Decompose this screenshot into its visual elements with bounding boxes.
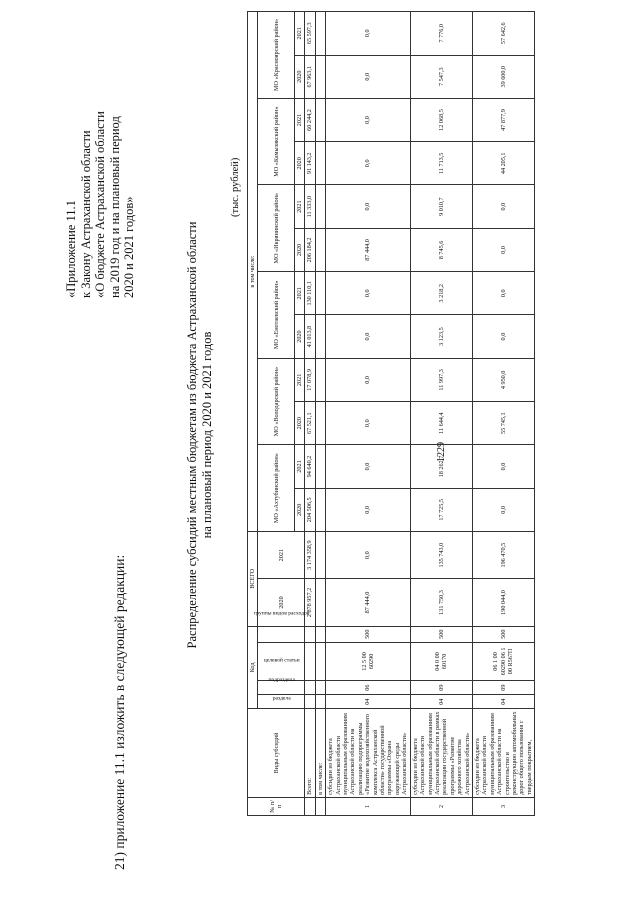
header-podrazdel: подраздела (258, 681, 305, 695)
table-cell: 3 218,2 (410, 272, 472, 315)
table-cell: 0,0 (326, 12, 410, 56)
table-cell: 04 (472, 695, 534, 709)
units-label: (тыс. рублей) (230, 157, 241, 217)
table-cell: 0,0 (326, 531, 410, 578)
table-cell: 04 (326, 695, 410, 709)
header-year: 2021 (295, 445, 305, 488)
header-year: 2021 (295, 185, 305, 228)
appendix-line: 2020 и 2021 годов» (122, 196, 137, 298)
table-cell: 0,0 (472, 185, 534, 228)
table-cell: 0,0 (326, 55, 410, 98)
table-cell: 0,0 (472, 228, 534, 271)
table-cell: 47 877,9 (472, 98, 534, 141)
appendix-heading (64, 111, 137, 298)
table-cell: 4 950,0 (472, 358, 534, 401)
table-cell: 11 333,0 (305, 185, 315, 228)
table-cell: 130 110,1 (305, 272, 315, 315)
table-cell: 2 878 957,2 (305, 579, 315, 626)
header-year: 2021 (258, 531, 305, 578)
table-cell: 11 644,4 (410, 402, 472, 445)
table-cell: 87 444,0 (326, 579, 410, 626)
table-cell: 65 597,3 (305, 12, 315, 56)
table-cell: 06 (326, 681, 410, 695)
appendix-line: «Приложение 11.1 (64, 200, 78, 298)
header-year: 2020 (258, 579, 305, 626)
header-mo: МО «Красноярский район» (258, 12, 295, 99)
header-mo: МО «Володарский район» (258, 358, 295, 445)
incl-row (315, 12, 325, 816)
header-year: 2020 (295, 402, 305, 445)
table-cell: 196 470,5 (472, 531, 534, 578)
table-row (472, 12, 534, 816)
table-cell: 12 5 00 60290 (326, 642, 410, 680)
table-cell: 87 444,0 (326, 228, 410, 271)
table-cell: 190 044,0 (472, 579, 534, 626)
header-mo: МО «Камызякский район» (258, 98, 295, 185)
table-cell: 41 013,8 (305, 315, 315, 358)
table-cell: 8 745,6 (410, 228, 472, 271)
header-target: целевой статьи (258, 642, 305, 680)
appendix-line: на 2019 год и на плановый период (107, 116, 122, 298)
row-number: 1 (326, 797, 410, 815)
subsidy-table (247, 11, 535, 816)
header-incl: в том числе: (248, 12, 258, 532)
table-cell: 0,0 (472, 445, 534, 488)
header-year: 2021 (295, 272, 305, 315)
table-row (410, 12, 472, 816)
document-title (185, 125, 215, 745)
header-razdel: раздела (258, 695, 305, 709)
header-mo: МО «Икрянинский район» (258, 185, 295, 272)
table-cell: 94 640,2 (305, 445, 315, 488)
table-cell: 0,0 (472, 488, 534, 531)
total-row (305, 12, 315, 816)
header-mo: МО «Ахтубинский район» (258, 445, 295, 532)
incl-label: в том числе: (315, 709, 325, 798)
table-cell: 0,0 (326, 142, 410, 185)
header-num: № п/п (248, 797, 305, 815)
table-cell: 7 547,3 (410, 55, 472, 98)
table-cell: 17 725,5 (410, 488, 472, 531)
table-cell: 0,0 (326, 98, 410, 141)
table-cell: 0,0 (326, 488, 410, 531)
appendix-line: «О бюджете Астраханской области (93, 111, 108, 298)
header-group: группы видов расходов (258, 626, 305, 642)
table-cell: 0,0 (326, 272, 410, 315)
table-cell: 204 506,5 (305, 488, 315, 531)
header-year: 2021 (295, 98, 305, 141)
row-number: 2 (410, 797, 472, 815)
table-cell: 500 (472, 626, 534, 642)
title-line: Распределение субсидий местным бюджетам из бюджета Астраханской области (185, 221, 199, 649)
row-label: субсидии из бюджета Астраханской области муниципальным образованиям Астраханской области в рамках реализации государственной программы «Развитие дорожного хозяйства Астраханской области» (410, 709, 472, 798)
table-cell: 44 205,1 (472, 142, 534, 185)
table-cell: 09 (472, 681, 534, 695)
header-total: ВСЕГО (248, 531, 258, 626)
row-number: 3 (472, 797, 534, 815)
table-cell: 91 143,2 (305, 142, 315, 185)
table-cell: 3 123,5 (410, 315, 472, 358)
header-year: 2020 (295, 315, 305, 358)
table-cell: 60 244,2 (305, 98, 315, 141)
table-cell: 18 262,7 (410, 445, 472, 488)
table-cell: 9 010,7 (410, 185, 472, 228)
table-cell: 06 1 00 60290 06 1 00 R567П (472, 642, 534, 680)
table-cell: 206 184,2 (305, 228, 315, 271)
table-cell: 0,0 (326, 315, 410, 358)
header-type: Виды субсидий (248, 709, 305, 798)
total-label: Всего: (305, 709, 315, 798)
intro-text: 21) приложение 11.1 изложить в следующей редакции: (112, 554, 127, 870)
title-line: на плановый период 2020 и 2021 годов (200, 331, 214, 539)
header-code: Код (248, 626, 258, 709)
table-cell: 04 (410, 695, 472, 709)
table-cell: 67 521,1 (305, 402, 315, 445)
table-cell: 57 642,6 (472, 12, 534, 56)
table-cell: 17 078,9 (305, 358, 315, 401)
header-year: 2021 (295, 12, 305, 56)
table-cell: 135 743,0 (410, 531, 472, 578)
table-cell: 11 713,5 (410, 142, 472, 185)
header-year: 2020 (295, 228, 305, 271)
header-mo: МО «Енотаевский район» (258, 272, 295, 359)
table-cell: 67 963,1 (305, 55, 315, 98)
appendix-line: к Закону Астраханской области (78, 130, 93, 298)
table-cell: 131 750,3 (410, 579, 472, 626)
table-cell: 3 174 358,9 (305, 531, 315, 578)
table-cell: 0,0 (472, 315, 534, 358)
table-cell: 09 (410, 681, 472, 695)
table-row (326, 12, 410, 816)
header-year: 2020 (295, 142, 305, 185)
table-cell: 39 600,0 (472, 55, 534, 98)
header-year: 2020 (295, 488, 305, 531)
row-label: субсидии из бюджета Астраханской области муниципальным образованиям Астраханской области на реализацию подпрограммы «Развитие водохозяйственного комплекса Астраханской области» государственной программы «Охрана окружающей среды Астраханской области» (326, 709, 410, 798)
table-cell: 0,0 (472, 272, 534, 315)
table-cell: 0,0 (326, 358, 410, 401)
table-cell: 500 (410, 626, 472, 642)
row-label: субсидии из бюджета Астраханской области муниципальным образованиям Астраханской области на строительство и реконструкцию автомобильных дорог общего пользования с твердым покрытием, (472, 709, 534, 798)
header-year: 2020 (295, 55, 305, 98)
table-cell: 0,0 (326, 402, 410, 445)
table-cell: 55 745,1 (472, 402, 534, 445)
page-number: 1229 (436, 442, 447, 462)
table-cell: 12 068,5 (410, 98, 472, 141)
table-cell: 7 776,0 (410, 12, 472, 56)
table-cell: 0,0 (326, 445, 410, 488)
table-cell: 04 0 00 60170 (410, 642, 472, 680)
header-year: 2021 (295, 358, 305, 401)
table-cell: 500 (326, 626, 410, 642)
table-cell: 11 997,3 (410, 358, 472, 401)
table-cell: 0,0 (326, 185, 410, 228)
